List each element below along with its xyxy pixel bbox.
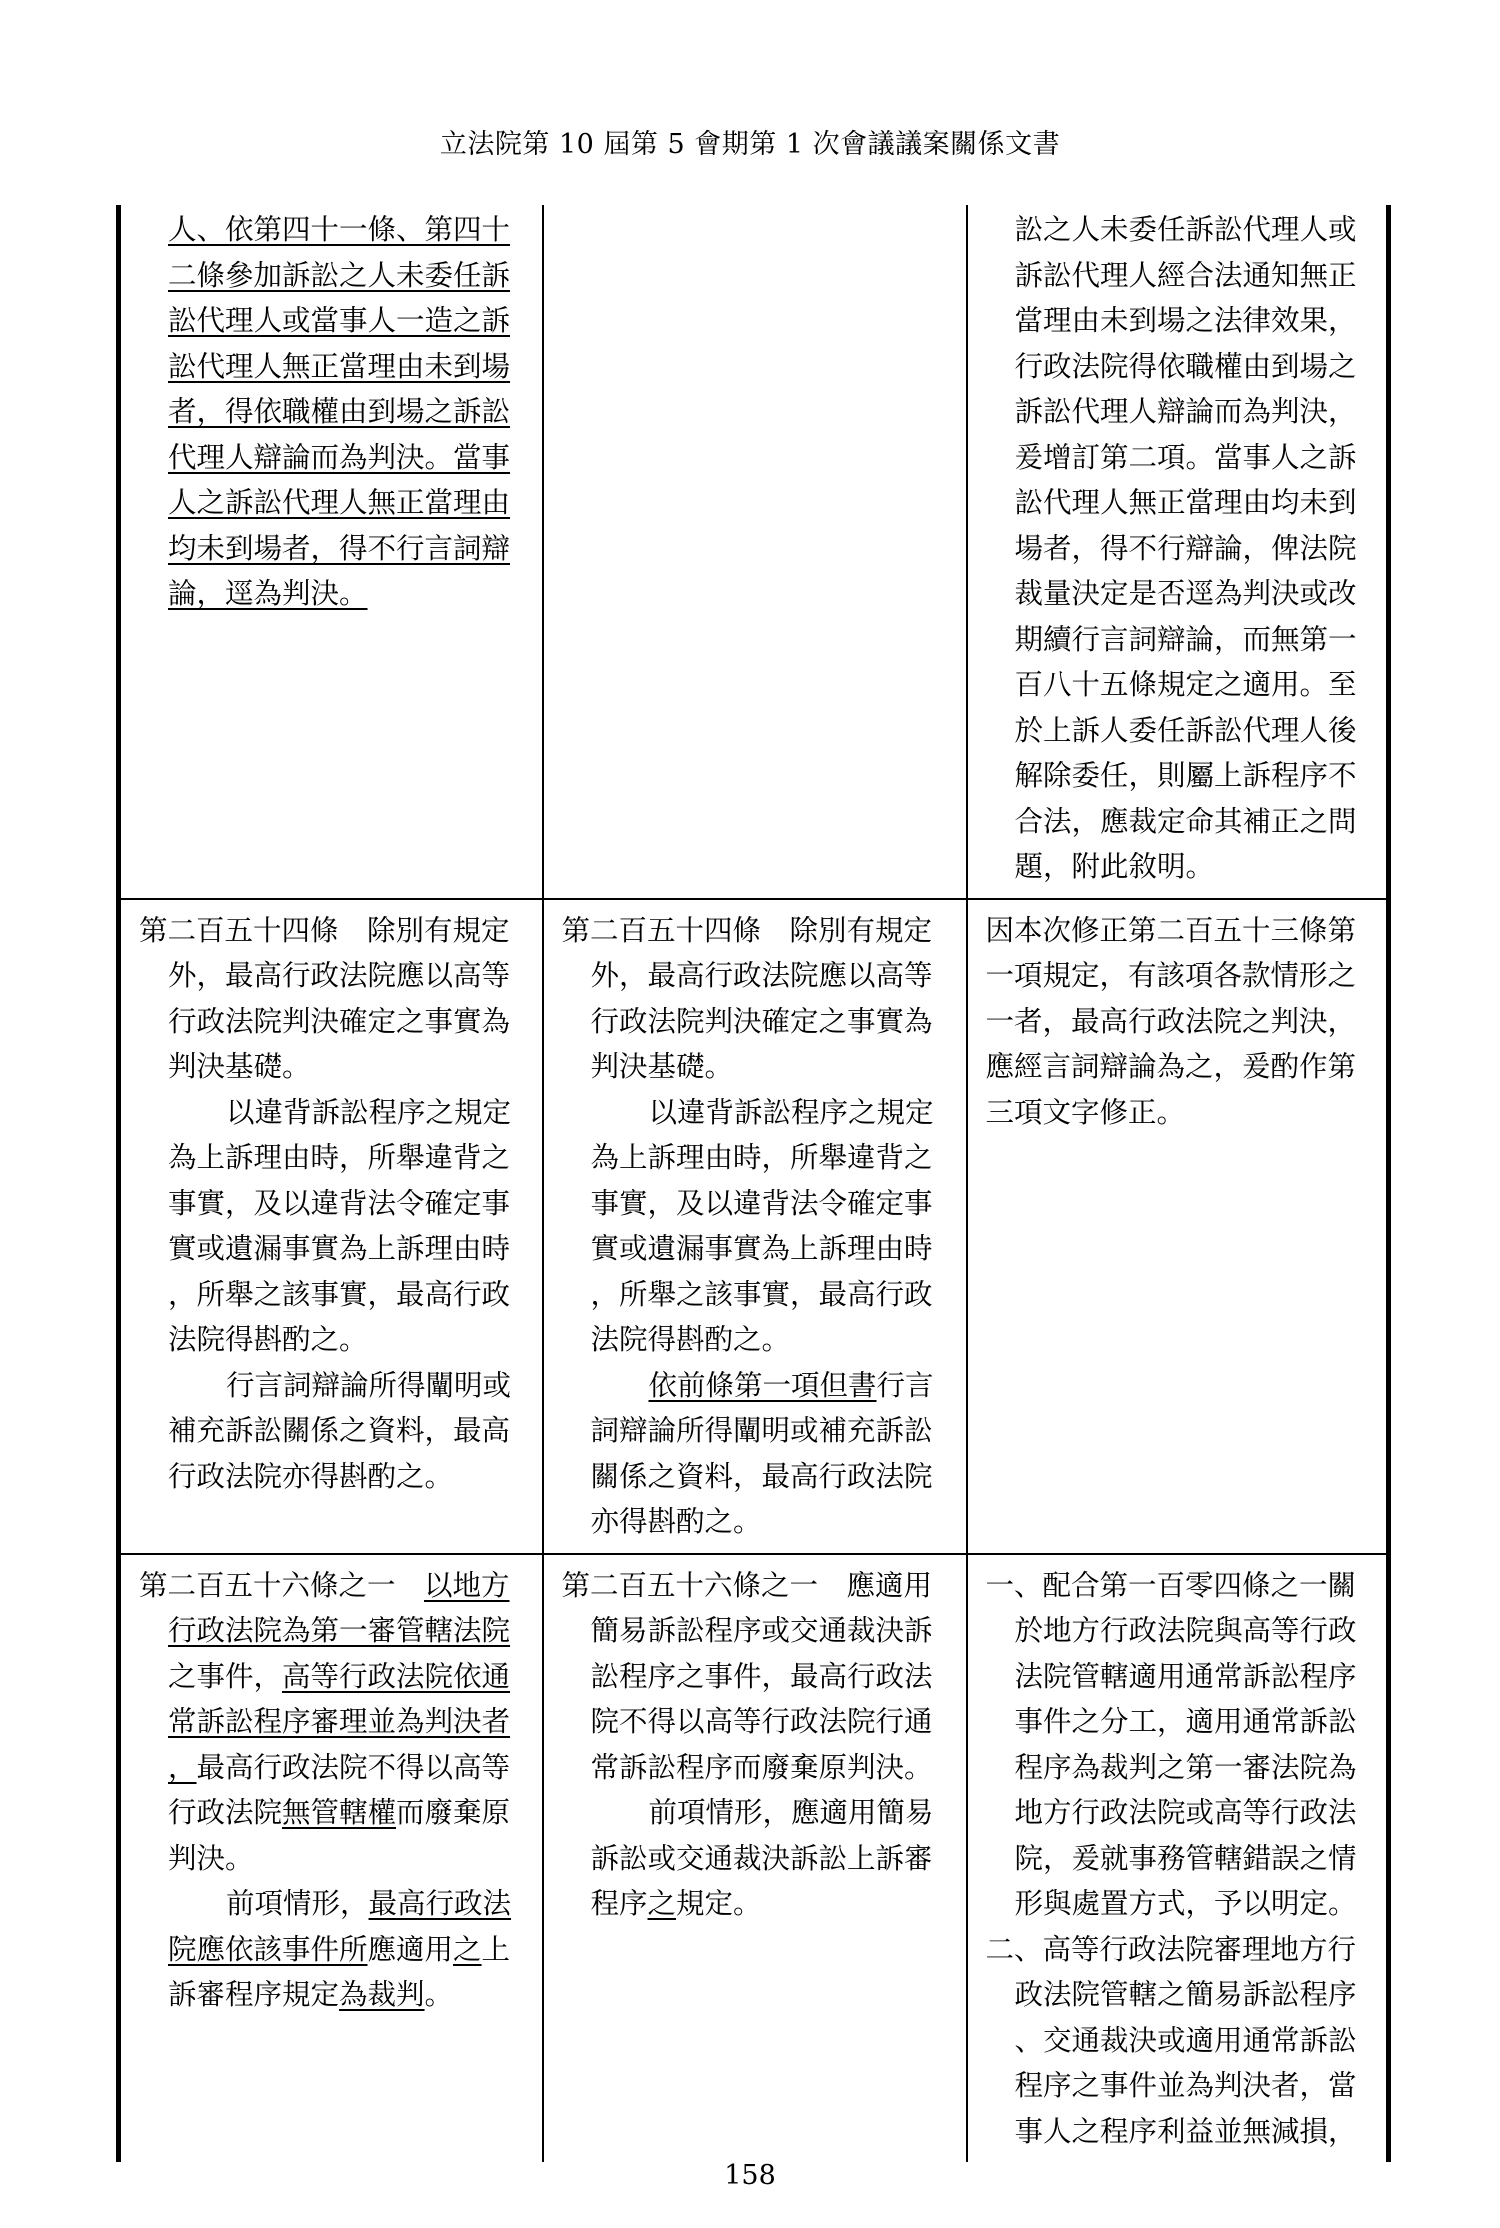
text-line — [562, 1226, 948, 1272]
text-segment: 事實，及以違背法令確定事 — [168, 1186, 511, 1220]
explanation-cell — [967, 899, 1389, 1554]
text-segment: 規定。 — [676, 1887, 762, 1920]
text-segment: 行政法院判決確定之事實為 — [168, 1004, 511, 1038]
text-line — [139, 1226, 524, 1272]
text-segment: 為上訴理由時，所舉違背之 — [590, 1141, 933, 1174]
current-text-cell — [543, 205, 967, 899]
text-line — [139, 435, 524, 481]
text-segment: 上 — [481, 1932, 511, 1966]
text-segment: 前項情形， — [226, 1887, 369, 1920]
text-segment: 以違背訴訟程序之規定 — [226, 1095, 512, 1129]
text-segment: 事實，及以違背法令確定事 — [590, 1186, 933, 1220]
article-heading — [139, 908, 524, 954]
text-segment: 第二百五十四條 除別有規定 — [561, 913, 933, 947]
text-segment: 判決。 — [168, 1841, 254, 1875]
underlined-text: 院應依該事件所 — [168, 1932, 368, 1966]
text-segment: 而廢棄原 — [396, 1796, 511, 1829]
text-line — [562, 1272, 948, 1318]
underlined-text: 論，逕為判決。 — [168, 577, 368, 610]
text-segment: 實或遺漏事實為上訴理由時 — [168, 1232, 511, 1265]
list-item — [986, 1927, 1369, 1973]
text-line — [139, 1044, 524, 1090]
text-line — [986, 753, 1369, 799]
current-text-cell — [543, 899, 967, 1554]
text-segment: 爰增訂第二項。當事人之訴 — [1014, 440, 1357, 474]
text-segment: 訟之人未委任訴訟代理人或 — [1014, 213, 1357, 246]
underlined-text: ， — [168, 1750, 197, 1784]
text-segment: 第二百五十四條 除別有規定 — [139, 913, 510, 947]
text-line — [986, 2109, 1369, 2155]
text-segment: 應經言詞辯論為之，爰酌作第 — [985, 1050, 1357, 1083]
text-segment: 應適用 — [367, 1932, 454, 1966]
text-segment: 一、配合第一百零四條之一關 — [985, 1568, 1357, 1602]
text-segment: 期續行言詞辯論，而無第一 — [1014, 622, 1357, 656]
text-line — [139, 526, 524, 572]
text-segment: 因本次修正第二百五十三條第 — [985, 913, 1357, 947]
text-line — [986, 799, 1369, 845]
text-segment: 訴審程序規定 — [168, 1978, 340, 2011]
text-line — [562, 1044, 948, 1090]
text-segment: 以違背訴訟程序之規定 — [648, 1095, 934, 1129]
text-segment: 當理由未到場之法律效果， — [1014, 304, 1357, 337]
text-line — [562, 1699, 948, 1745]
article-heading — [562, 908, 948, 954]
text-line — [986, 1090, 1369, 1136]
text-line — [986, 389, 1369, 435]
underlined-text: 人、依第四十一條、第四十 — [168, 213, 511, 246]
text-segment: 訴訟代理人經合法通知無正 — [1014, 258, 1357, 292]
text-line — [986, 2063, 1369, 2109]
text-line — [986, 617, 1369, 663]
text-segment: 一者，最高行政法院之判決， — [985, 1004, 1357, 1038]
underlined-text: 依前條第一項但書 — [648, 1368, 877, 1402]
text-segment: 一項規定，有該項各款情形之 — [985, 959, 1357, 992]
text-segment: 判決基礎。 — [590, 1050, 734, 1083]
text-line — [139, 1745, 524, 1791]
text-segment: 法院管轄適用通常訴訟程序 — [1014, 1659, 1357, 1693]
underlined-text: 之 — [647, 1887, 677, 1920]
text-segment: 詞辯論所得闡明或補充訴訟 — [590, 1414, 933, 1447]
table-row — [119, 899, 1389, 1554]
text-segment: 百八十五條規定之適用。至 — [1014, 668, 1357, 701]
text-segment: 第二百五十六條之一 應適用 — [561, 1568, 933, 1602]
text-line — [139, 1181, 524, 1227]
text-line — [139, 1408, 524, 1454]
text-line — [139, 298, 524, 344]
text-segment: 院，爰就事務管轄錯誤之情 — [1014, 1841, 1357, 1875]
text-segment: 法院得斟酌之。 — [590, 1323, 791, 1356]
amended-text-cell — [119, 205, 543, 899]
text-line — [139, 1090, 524, 1136]
text-segment: 。 — [424, 1978, 454, 2011]
text-line — [562, 1135, 948, 1181]
text-line — [139, 1363, 524, 1409]
text-line — [562, 1317, 948, 1363]
text-segment: 補充訴訟關係之資料，最高 — [168, 1414, 511, 1447]
text-line — [139, 1927, 524, 1973]
text-segment: 訴訟代理人辯論而為判決， — [1014, 395, 1357, 428]
text-segment: 事人之程序利益並無減損， — [1014, 2114, 1357, 2148]
text-line — [562, 1745, 948, 1791]
underlined-text: 均未到場者，得不行言詞辯 — [168, 531, 511, 565]
text-line — [139, 389, 524, 435]
text-line — [986, 1745, 1369, 1791]
text-segment: 行政法院判決確定之事實為 — [590, 1004, 933, 1038]
text-line — [986, 435, 1369, 481]
underlined-text: 最高行政法 — [368, 1887, 512, 1920]
text-line — [986, 298, 1369, 344]
text-line — [562, 1654, 948, 1700]
text-segment: 行言詞辯論所得闡明或 — [226, 1368, 512, 1402]
current-text-cell — [543, 1554, 967, 2163]
text-segment: 行政法院亦得斟酌之。 — [168, 1459, 454, 1493]
text-line — [139, 1654, 524, 1700]
text-segment: 行政法院得依職權由到場之 — [1014, 349, 1357, 383]
text-line — [139, 1790, 524, 1836]
text-line — [986, 526, 1369, 572]
text-segment: 合法，應裁定命其補正之問 — [1014, 804, 1357, 838]
text-line — [139, 953, 524, 999]
text-line — [139, 1699, 524, 1745]
text-line — [562, 1454, 948, 1500]
text-line — [562, 1499, 948, 1545]
text-segment: 常訴訟程序而廢棄原判決。 — [590, 1750, 933, 1784]
text-line — [986, 953, 1369, 999]
text-segment: 之事件， — [168, 1659, 283, 1693]
text-line — [139, 1317, 524, 1363]
text-line — [562, 1408, 948, 1454]
text-line — [139, 1836, 524, 1882]
underlined-text: 訟代理人無正當理由未到場 — [168, 349, 511, 383]
text-line — [986, 2018, 1369, 2064]
text-segment: 外，最高行政法院應以高等 — [168, 959, 511, 992]
text-segment: 解除委任，則屬上訴程序不 — [1014, 759, 1357, 792]
text-line — [139, 253, 524, 299]
text-segment: 最高行政法院不得以高等 — [196, 1750, 511, 1784]
underlined-text: 二條參加訴訟之人未委任訴 — [168, 258, 511, 292]
document-header: 立法院第 10 屆第 5 會期第 1 次會議議案關係文書 — [439, 129, 1061, 160]
text-line — [986, 480, 1369, 526]
text-line — [139, 1972, 524, 2018]
text-line — [562, 1363, 948, 1409]
text-segment: 政法院管轄之簡易訴訟程序 — [1014, 1978, 1357, 2011]
text-line — [139, 344, 524, 390]
underlined-text: 無管轄權 — [282, 1796, 397, 1829]
text-line — [139, 1135, 524, 1181]
underlined-text: 之 — [453, 1932, 482, 1966]
text-line — [986, 708, 1369, 754]
text-segment: 訴訟或交通裁決訴訟上訴審 — [590, 1841, 933, 1875]
list-item — [986, 1563, 1369, 1609]
text-segment: 於上訴人委任訴訟代理人後 — [1014, 713, 1357, 747]
text-line — [139, 999, 524, 1045]
text-segment: 事件之分工，適用通常訴訟 — [1014, 1705, 1357, 1738]
text-line — [986, 1881, 1369, 1927]
text-line — [986, 1836, 1369, 1882]
text-segment: 判決基礎。 — [168, 1050, 311, 1083]
text-line — [562, 999, 948, 1045]
text-segment: 簡易訴訟程序或交通裁決訴 — [590, 1614, 933, 1647]
text-segment: 外，最高行政法院應以高等 — [590, 959, 933, 992]
explanation-cell — [967, 205, 1389, 899]
text-line — [139, 1454, 524, 1500]
text-segment: ，所舉之該事實，最高行政 — [168, 1277, 511, 1311]
underlined-text: 人之訴訟代理人無正當理由 — [168, 486, 511, 519]
text-segment: 形與處置方式，予以明定。 — [1014, 1887, 1357, 1920]
text-line — [139, 207, 524, 253]
text-segment: 為上訴理由時，所舉違背之 — [168, 1141, 511, 1174]
underlined-text: 高等行政法院依通 — [282, 1659, 511, 1693]
text-line — [139, 1272, 524, 1318]
page-number: 158 — [724, 2160, 776, 2191]
table-row — [119, 1554, 1389, 2163]
text-segment: 前項情形，應適用簡易 — [648, 1796, 934, 1829]
text-segment: 場者，得不行辯論，俾法院 — [1014, 531, 1357, 565]
underlined-text: 訟代理人或當事人一造之訴 — [168, 304, 511, 337]
text-line — [986, 908, 1369, 954]
amended-text-cell — [119, 899, 543, 1554]
comparison-table — [116, 205, 1391, 2162]
text-line — [139, 480, 524, 526]
text-line — [139, 571, 524, 617]
underlined-text: 行政法院為第一審管轄法院 — [168, 1614, 511, 1647]
text-segment: ，所舉之該事實，最高行政 — [590, 1277, 933, 1311]
underlined-text: 為裁判 — [339, 1978, 425, 2011]
text-segment: 題，附此敘明。 — [1014, 850, 1215, 883]
text-line — [562, 953, 948, 999]
text-line — [986, 999, 1369, 1045]
text-segment: 地方行政法院或高等行政法 — [1014, 1796, 1357, 1829]
underlined-text: 代理人辯論而為判決。當事 — [168, 440, 511, 474]
text-segment: 法院得斟酌之。 — [168, 1323, 368, 1356]
text-line — [562, 1881, 948, 1927]
underlined-text: 常訴訟程序審理並為判決者 — [168, 1705, 511, 1738]
text-segment: 、交通裁決或適用通常訴訟 — [1014, 2023, 1357, 2057]
text-line — [986, 1608, 1369, 1654]
amended-text-cell — [119, 1554, 543, 2163]
text-line — [986, 1654, 1369, 1700]
text-line — [986, 571, 1369, 617]
text-segment: 實或遺漏事實為上訴理由時 — [590, 1232, 933, 1265]
text-segment: 程序 — [590, 1887, 648, 1920]
text-line — [139, 1608, 524, 1654]
article-heading — [139, 1563, 524, 1609]
text-segment: 二、高等行政法院審理地方行 — [985, 1932, 1357, 1966]
text-line — [562, 1090, 948, 1136]
text-line — [562, 1790, 948, 1836]
text-segment: 亦得斟酌之。 — [590, 1505, 762, 1538]
text-segment: 於地方行政法院與高等行政 — [1014, 1614, 1357, 1647]
text-line — [562, 1181, 948, 1227]
text-segment: 院不得以高等行政法院行通 — [590, 1705, 933, 1738]
text-line — [562, 1836, 948, 1882]
text-segment: 訟程序之事件，最高行政法 — [590, 1659, 933, 1693]
text-line — [986, 344, 1369, 390]
underlined-text: 以地方 — [424, 1568, 510, 1602]
text-line — [562, 1608, 948, 1654]
text-line — [986, 1790, 1369, 1836]
underlined-text: 者，得依職權由到場之訴訟 — [168, 395, 511, 428]
text-segment: 行言 — [876, 1368, 934, 1402]
text-line — [986, 844, 1369, 890]
article-heading — [562, 1563, 948, 1609]
text-line — [986, 1044, 1369, 1090]
explanation-cell — [967, 1554, 1389, 2163]
text-segment: 第二百五十六條之一 — [139, 1568, 425, 1602]
text-line — [986, 253, 1369, 299]
text-segment: 程序為裁判之第一審法院為 — [1014, 1750, 1357, 1784]
text-line — [139, 1881, 524, 1927]
text-line — [986, 1699, 1369, 1745]
text-line — [986, 1972, 1369, 2018]
table-row — [119, 205, 1389, 899]
text-line — [986, 207, 1369, 253]
text-segment: 關係之資料，最高行政法院 — [590, 1459, 933, 1493]
text-segment: 行政法院 — [168, 1796, 283, 1829]
text-segment: 裁量決定是否逕為判決或改 — [1014, 577, 1357, 610]
text-segment: 程序之事件並為判決者，當 — [1014, 2069, 1357, 2102]
text-segment: 三項文字修正。 — [985, 1095, 1186, 1129]
text-segment: 訟代理人無正當理由均未到 — [1014, 486, 1357, 519]
text-line — [986, 662, 1369, 708]
